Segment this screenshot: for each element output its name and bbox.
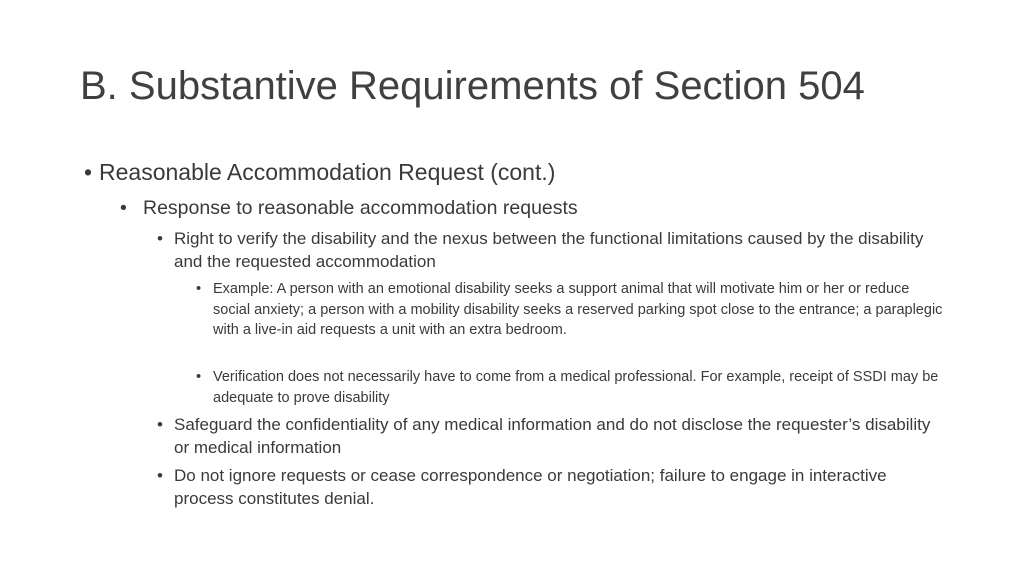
bullet-level3-do-not-ignore (157, 464, 947, 510)
bullet-dot: • (196, 369, 202, 385)
bullet-level4-verification (196, 367, 946, 408)
slide-title: B. Substantive Requirements of Section 504 (80, 64, 865, 108)
bullet-text: Reasonable Accommodation Request (cont.) (99, 159, 556, 185)
bullet-dot: • (157, 466, 163, 485)
bullet-level3-right-to-verify (157, 227, 947, 273)
bullet-level2-response (120, 195, 960, 221)
bullet-dot: • (84, 159, 93, 185)
bullet-text: Verification does not necessarily have to come from a medical professional. For example, receipt of SSDI may be adequate to prove disability (213, 369, 939, 406)
bullet-level4-example (196, 279, 946, 341)
bullet-text: Safeguard the confidentiality of any medical information and do not disclose the requester’s disability or medical information (174, 415, 931, 457)
bullet-dot: • (120, 197, 127, 219)
bullet-level3-confidentiality (157, 413, 947, 459)
bullet-dot: • (196, 281, 202, 297)
bullet-text: Do not ignore requests or cease correspondence or negotiation; failure to engage in interactive process constitutes denial. (174, 466, 887, 508)
bullet-level1-accommodation-request (84, 157, 964, 187)
bullet-text: Example: A person with an emotional disability seeks a support animal that will motivate him or her or reduce social anxiety; a person with a mobility disability seeks a reserved parking spot close to the entrance; a paraplegic with a live-in aid requests a unit with an extra bedroom. (213, 281, 943, 338)
bullet-text: Response to reasonable accommodation requests (143, 197, 578, 219)
bullet-text: Right to verify the disability and the nexus between the functional limitations caused by the disability and the requested accommodation (174, 229, 924, 271)
bullet-dot: • (157, 415, 163, 434)
bullet-dot: • (157, 229, 163, 248)
